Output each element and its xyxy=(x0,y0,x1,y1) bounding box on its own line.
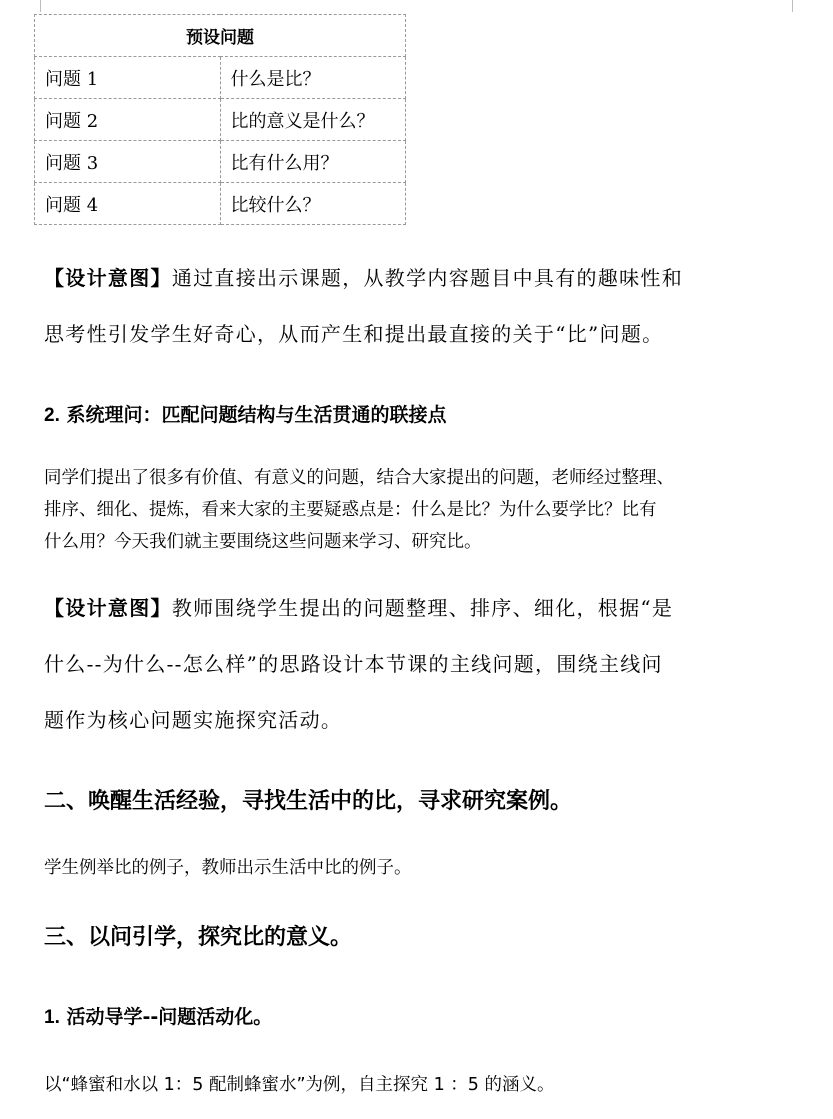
paragraph-line: 什么用？今天我们就主要围绕这些问题来学习、研究比。 xyxy=(44,532,482,552)
section-number: 2. xyxy=(44,405,60,426)
question-label: 问题 3 xyxy=(35,141,221,183)
design-intent-tag: 【设计意图】 xyxy=(44,266,172,290)
table-header-row xyxy=(35,15,406,57)
page-corner-mark xyxy=(792,0,805,12)
section-heading xyxy=(44,1002,804,1029)
question-label: 问题 1 xyxy=(35,57,221,99)
chapter-heading: 二、唤醒生活经验，寻找生活中的比，寻求研究案例。 xyxy=(44,789,573,814)
chapter-heading: 三、以问引学，探究比的意义。 xyxy=(44,925,353,950)
question-label: 问题 4 xyxy=(35,183,221,225)
design-intent-line xyxy=(44,262,804,291)
preset-questions-table xyxy=(34,14,406,225)
paragraph-line: 学生例举比的例子，教师出示生活中比的例子。 xyxy=(44,858,412,878)
question-text: 什么是比？ xyxy=(220,57,406,99)
question-label: 问题 2 xyxy=(35,99,221,141)
section-title: 系统理问：匹配问题结构与生活贯通的联接点 xyxy=(66,404,447,426)
paragraph-line: 以“蜂蜜和水以 1：5 配制蜂蜜水”为例，自主探究 1 ：5 的涵义。 xyxy=(44,1075,555,1095)
table-row xyxy=(35,141,406,183)
design-intent-line xyxy=(44,592,804,621)
design-intent-line: 什么--为什么--怎么样”的思路设计本节课的主线问题，围绕主线问 xyxy=(44,652,663,676)
question-text: 比的意义是什么？ xyxy=(220,99,406,141)
design-intent-line: 题作为核心问题实施探究活动。 xyxy=(44,708,343,732)
section-number: 1. xyxy=(44,1007,60,1028)
section-title: 活动导学--问题活动化。 xyxy=(66,1006,273,1028)
paragraph-line: 同学们提出了很多有价值、有意义的问题，结合大家提出的问题，老师经过整理、 xyxy=(44,468,674,488)
design-intent-text: 教师围绕学生提出的问题整理、排序、细化，根据“是 xyxy=(171,596,674,620)
design-intent-tag: 【设计意图】 xyxy=(44,596,172,620)
table-row xyxy=(35,183,406,225)
question-text: 比有什么用？ xyxy=(220,141,406,183)
section-heading xyxy=(44,400,804,427)
table-header: 预设问题 xyxy=(35,15,406,57)
table-row xyxy=(35,57,406,99)
design-intent-line: 思考性引发学生好奇心，从而产生和提出最直接的关于“比”问题。 xyxy=(44,322,664,346)
paragraph-line: 排序、细化、提炼，看来大家的主要疑惑点是：什么是比？为什么要学比？比有 xyxy=(44,500,657,520)
table-row xyxy=(35,99,406,141)
page-corner-mark xyxy=(28,0,41,12)
design-intent-text: 通过直接出示课题，从教学内容题目中具有的趣味性和 xyxy=(171,266,684,290)
question-text: 比较什么？ xyxy=(220,183,406,225)
